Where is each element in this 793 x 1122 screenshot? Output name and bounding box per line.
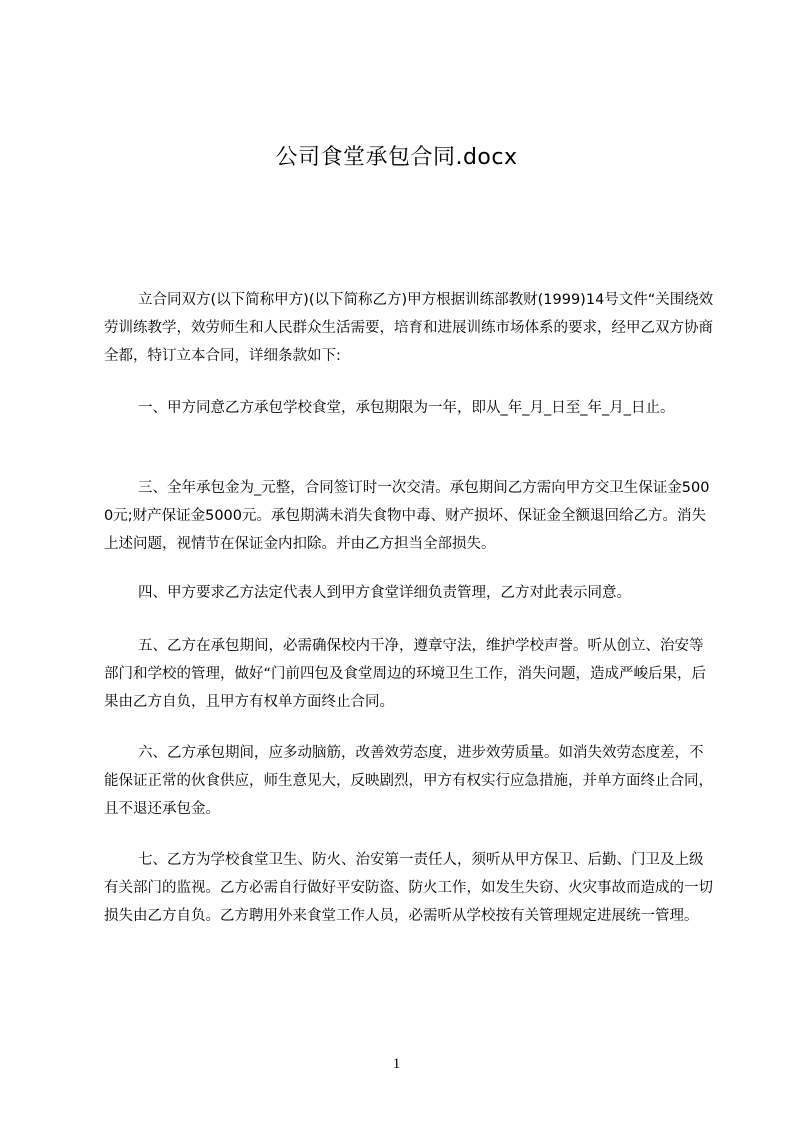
page-number: 1 (392, 1056, 401, 1072)
paragraph-preamble: 立合同双方(以下简称甲方)(以下简称乙方)甲方根据训练部教财(1999)14号文件“关围绕效劳训练教学，效劳师生和人民群众生活需要，培育和进展训练市场体系的要求，经甲乙双方协商全都，特订立本合同，详细条款如下: (104, 292, 714, 364)
paragraph-clause-4: 四、甲方要求乙方法定代表人到甲方食堂详细负责管理，乙方对此表示同意。 (138, 585, 631, 601)
paragraph-clause-1: 一、甲方同意乙方承包学校食堂，承包期限为一年，即从_年_月_日至_年_月_日止。 (138, 400, 675, 416)
paragraph-clause-6: 六、乙方承包期间，应多动脑筋，改善效劳态度，进步效劳质量。如消失效劳态度差，不能保证正常的伙食供应，师生意见大，反映剧烈，甲方有权实行应急措施，并单方面终止合同，且不退还承包金。 (104, 745, 713, 817)
paragraph-clause-3: 三、全年承包金为_元整，合同签订时一次交清。承包期间乙方需向甲方交卫生保证金5000元;财产保证金5000元。承包期满未消失食物中毒、财产损坏、保证金全额退回给乙方。消失上述问题，视情节在保证金内扣除。并由乙方担当全部损失。 (104, 480, 710, 552)
document-title: 公司食堂承包合同.docx (275, 145, 518, 170)
paragraph-clause-5: 五、乙方在承包期间，必需确保校内干净，遵章守法，维护学校声誉。听从创立、治安等部门和学校的管理，做好“门前四包及食堂周边的环境卫生工作，消失问题，造成严峻后果，后果由乙方自负，且甲方有权单方面终止合同。 (104, 638, 707, 710)
paragraph-clause-7: 七、乙方为学校食堂卫生、防火、治安第一责任人，须听从甲方保卫、后勤、门卫及上级有关部门的监视。乙方必需自行做好平安防盗、防火工作，如发生失窃、火灾事故而造成的一切损失由乙方自负。乙方聘用外来食堂工作人员，必需听从学校按有关管理规定进展统一管理。 (104, 852, 713, 924)
